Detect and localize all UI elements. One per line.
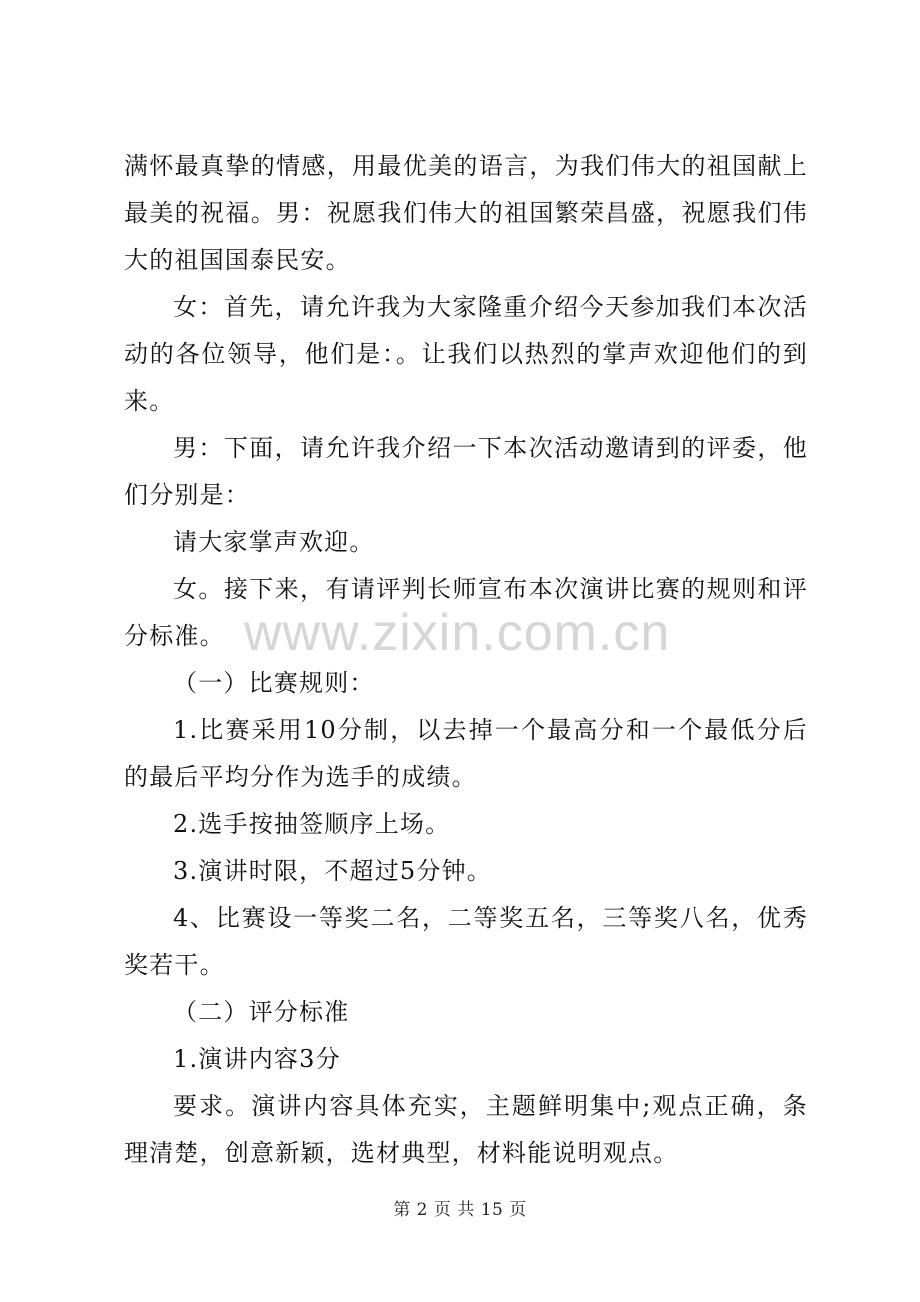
scoring-item-1: 1.演讲内容3分 bbox=[173, 1045, 341, 1073]
paragraph-2: 女：首先，请允许我为大家隆重介绍今天参加我们本次活动的各位领导，他们是：。让我们以热烈的掌声欢迎他们的到来。 bbox=[124, 293, 808, 415]
rule-item-4: 4、比赛设一等奖二名，二等奖五名，三等奖八名，优秀奖若干。 bbox=[124, 904, 808, 979]
scoring-requirement: 要求。演讲内容具体充实，主题鲜明集中;观点正确，条理清楚，创意新颖，选材典型，材料能说明观点。 bbox=[124, 1092, 808, 1167]
paragraph-4: 请大家掌声欢迎。 bbox=[173, 528, 375, 556]
paragraph-1: 满怀最真挚的情感，用最优美的语言，为我们伟大的祖国献上最美的祝福。男：祝愿我们伟大的祖国繁荣昌盛，祝愿我们伟大的祖国国泰民安。 bbox=[124, 152, 808, 274]
section-heading-scoring: （二）评分标准 bbox=[173, 998, 350, 1026]
section-heading-rules: （一）比赛规则： bbox=[173, 669, 375, 697]
rule-item-3: 3.演讲时限，不超过5分钟。 bbox=[173, 857, 492, 885]
paragraph-5: 女。接下来，有请评判长师宣布本次演讲比赛的规则和评分标准。 bbox=[124, 575, 808, 650]
paragraph-3: 男：下面，请允许我介绍一下本次活动邀请到的评委，他们分别是： bbox=[124, 434, 808, 509]
rule-item-2: 2.选手按抽签顺序上场。 bbox=[173, 810, 451, 838]
document-body bbox=[124, 143, 808, 1177]
watermark: www.zixin.com.cn bbox=[244, 604, 671, 662]
page-number-footer: 第 2 页 共 15 页 bbox=[393, 1200, 527, 1220]
rule-item-1: 1.比赛采用10分制，以去掉一个最高分和一个最低分后的最后平均分作为选手的成绩。 bbox=[124, 716, 808, 791]
